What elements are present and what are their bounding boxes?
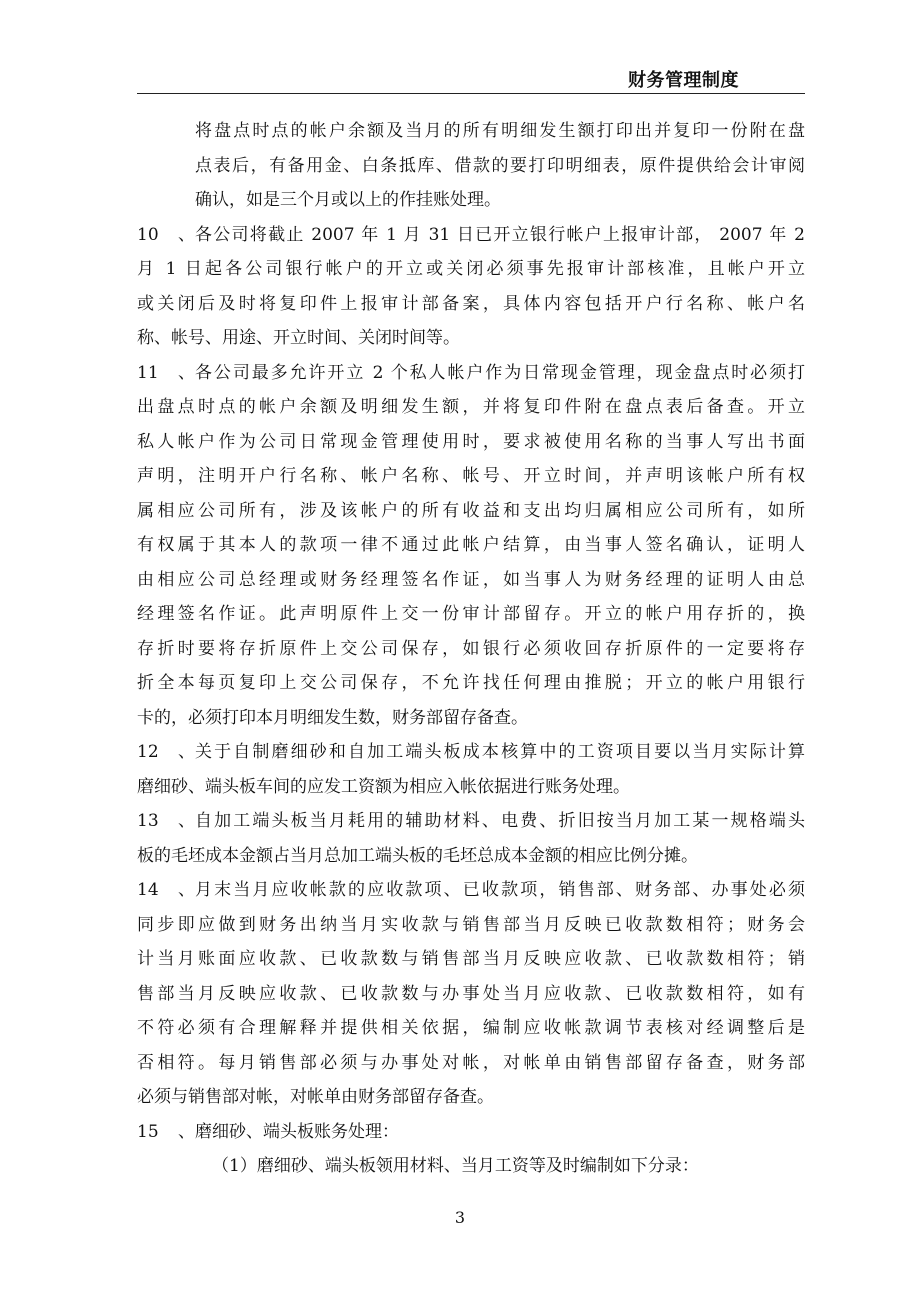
paragraph-line: 售部当月反映应收款、已收款数与办事处当月应收款、已收款数相符，如有 — [137, 983, 805, 1004]
paragraph-line: 计当月账面应收款、已收款数与销售部当月反映应收款、已收款数相符；销 — [137, 949, 805, 969]
paragraph-line: 同步即应做到财务出纳当月实收款与销售部当月反映已收款数相符；财务会 — [137, 914, 805, 935]
paragraph-line: 折全本每页复印上交公司保存，不允许找任何理由推脱；开立的帐户用银行 — [137, 673, 805, 693]
header-rule — [137, 93, 805, 94]
paragraph-line: 有权属于其本人的款项一律不通过此帐户结算，由当事人签名确认，证明人 — [137, 535, 805, 555]
list-item-12 — [137, 735, 805, 770]
paragraph-line: 不符必须有合理解释并提供相关依据，编制应收帐款调节表核对经调整后是 — [137, 1018, 805, 1038]
header-title: 财务管理制度 — [628, 70, 739, 91]
paragraph-line: 板的毛坯成本金额占当月总加工端头板的毛坯总成本金额的相应比例分摊。 — [137, 845, 698, 866]
item-number: 14、 — [137, 880, 195, 900]
paragraph-line: 将盘点时点的帐户余额及当月的所有明细发生额打印出并复印一份附在盘 — [195, 121, 805, 141]
list-item-15 — [137, 1115, 805, 1150]
item-number: 12、 — [137, 742, 195, 762]
paragraph-line: 必须与销售部对帐，对帐单由财务部留存备查。 — [137, 1087, 494, 1107]
paragraph-line: 各公司将截止 2007 年 1 月 31 日已开立银行帐户上报审计部， 2007 年 2 — [195, 224, 805, 245]
paragraph-line: 经理签名作证。此声明原件上交一份审计部留存。开立的帐户用存折的，换 — [137, 604, 805, 624]
paragraph-line: 由相应公司总经理或财务经理签名作证，如当事人为财务经理的证明人由总 — [137, 569, 805, 590]
document-body — [137, 114, 805, 1184]
paragraph-line: 月末当月应收帐款的应收款项、已收款项，销售部、财务部、办事处必须 — [195, 880, 805, 900]
list-item-14 — [137, 873, 805, 908]
paragraph-line: 存折时要将存折原件上交公司保存，如银行必须收回存折原件的一定要将存 — [137, 638, 805, 659]
list-item-11 — [137, 356, 805, 391]
paragraph-line: 私人帐户作为公司日常现金管理使用时，要求被使用名称的当事人写出书面 — [137, 431, 805, 452]
item-number: 15、 — [137, 1121, 195, 1142]
paragraph-line: 磨细砂、端头板账务处理： — [195, 1121, 399, 1142]
paragraph-line: 否相符。每月销售部必须与办事处对帐，对帐单由销售部留存备查，财务部 — [137, 1052, 805, 1073]
paragraph-line: 各公司最多允许开立 2 个私人帐户作为日常现金管理，现金盘点时必须打 — [195, 362, 805, 383]
item-number: 13、 — [137, 811, 195, 831]
paragraph-line: 磨细砂、端头板车间的应发工资额为相应入帐依据进行账务处理。 — [137, 776, 630, 797]
paragraph-line: 点表后，有备用金、白条抵库、借款的要打印明细表，原件提供给会计审阅 — [195, 155, 805, 176]
paragraph-line: 声明，注明开户行名称、帐户名称、帐号、开立时间，并声明该帐户所有权 — [137, 466, 805, 486]
paragraph-line: 月 1 日起各公司银行帐户的开立或关闭必须事先报审计部核准，且帐户开立 — [137, 259, 805, 279]
item-number: 10、 — [137, 224, 195, 245]
paragraph-line: 属相应公司所有，涉及该帐户的所有收益和支出均归属相应公司所有，如所 — [137, 500, 805, 521]
paragraph-line: 关于自制磨细砂和自加工端头板成本核算中的工资项目要以当月实际计算 — [195, 742, 805, 762]
item-number: 11、 — [137, 362, 195, 383]
paragraph-line: 卡的，必须打印本月明细发生数，财务部留存备查。 — [137, 707, 528, 728]
list-item-10 — [137, 218, 805, 253]
paragraph-line: 或关闭后及时将复印件上报审计部备案，具体内容包括开户行名称、帐户名 — [137, 293, 805, 314]
paragraph-line: 确认，如是三个月或以上的作挂账处理。 — [195, 190, 501, 210]
paragraph-line: 自加工端头板当月耗用的辅助材料、电费、折旧按当月加工某一规格端头 — [195, 811, 805, 831]
paragraph-line: 称、帐号、用途、开立时间、关闭时间等。 — [137, 328, 460, 348]
sub-item: （1）磨细砂、端头板领用材料、当月工资等及时编制如下分录： — [212, 1156, 699, 1176]
list-item-13 — [137, 804, 805, 839]
paragraph-line: 出盘点时点的帐户余额及明细发生额，并将复印件附在盘点表后备查。开立 — [137, 397, 805, 417]
page-number: 3 — [454, 1208, 466, 1227]
